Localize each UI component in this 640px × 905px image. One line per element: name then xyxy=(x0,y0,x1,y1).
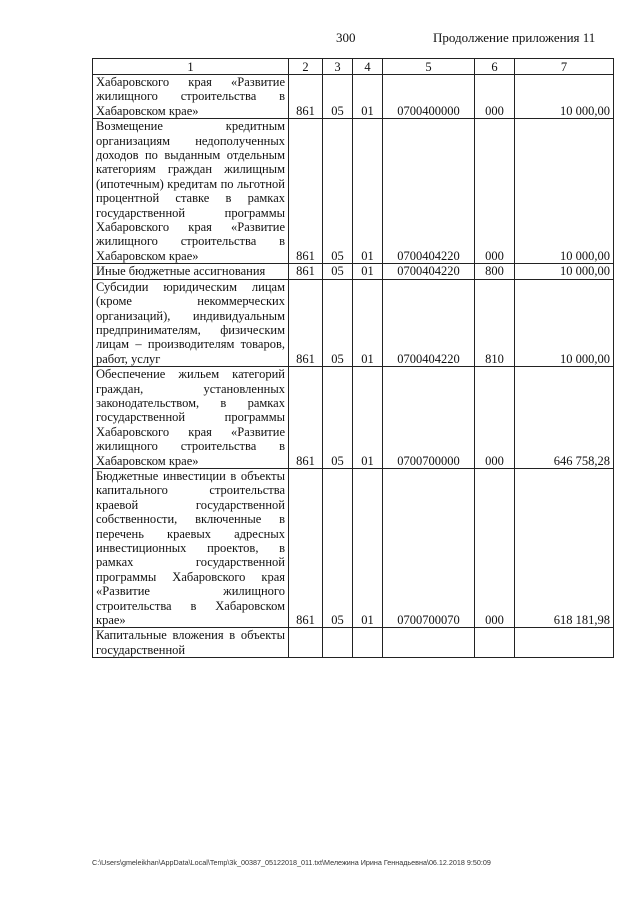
ministry-code: 861 xyxy=(289,367,323,469)
expense-name: Капитальные вложения в объекты государственной xyxy=(93,628,289,658)
amount: 618 181,98 xyxy=(515,468,614,627)
section-code: 05 xyxy=(323,75,353,119)
table-row xyxy=(93,628,614,658)
file-path-footer: C:\Users\gmeleikhan\AppData\Local\Temp\3k_00387_05122018_011.txt\Мележина Ирина Геннадьевна\06.12.2018 9:50:09 xyxy=(92,858,491,867)
column-number: 4 xyxy=(353,59,383,75)
expense-name: Субсидии юридическим лицам (кроме некоммерческих организаций), индивидуальным предпринимателям, физическим лицам – производителям товаров, работ, услуг xyxy=(93,279,289,366)
subsection-code: 01 xyxy=(353,264,383,279)
expense-name: Обеспечение жильем категорий граждан, установленных законодательством, в рамках государственной программы Хабаровского края «Развитие жилищного строительства в Хабаровском крае» xyxy=(93,367,289,469)
table-row xyxy=(93,367,614,469)
amount: 10 000,00 xyxy=(515,279,614,366)
target-item-code: 0700400000 xyxy=(383,75,475,119)
expense-name: Возмещение кредитным организациям недополученных доходов по выданным отдельным категориям граждан жилищным (ипотечным) кредитам по льготной процентной ставке в рамках государственной программы Хабаровского края «Развитие жилищного строительства в Хабаровском крае» xyxy=(93,119,289,264)
expense-type-code: 810 xyxy=(475,279,515,366)
ministry-code xyxy=(289,628,323,658)
column-number: 1 xyxy=(93,59,289,75)
section-code: 05 xyxy=(323,119,353,264)
ministry-code: 861 xyxy=(289,468,323,627)
expense-type-code xyxy=(475,628,515,658)
section-code xyxy=(323,628,353,658)
expense-type-code: 000 xyxy=(475,468,515,627)
target-item-code: 0700404220 xyxy=(383,279,475,366)
column-number: 5 xyxy=(383,59,475,75)
section-code: 05 xyxy=(323,468,353,627)
table-row xyxy=(93,264,614,279)
expense-type-code: 000 xyxy=(475,367,515,469)
target-item-code: 0700700070 xyxy=(383,468,475,627)
target-item-code: 0700404220 xyxy=(383,119,475,264)
expense-type-code: 000 xyxy=(475,119,515,264)
subsection-code: 01 xyxy=(353,468,383,627)
column-number: 3 xyxy=(323,59,353,75)
subsection-code: 01 xyxy=(353,119,383,264)
section-code: 05 xyxy=(323,264,353,279)
expense-name: Иные бюджетные ассигнования xyxy=(93,264,289,279)
ministry-code: 861 xyxy=(289,264,323,279)
amount: 646 758,28 xyxy=(515,367,614,469)
target-item-code xyxy=(383,628,475,658)
amount xyxy=(515,628,614,658)
column-number-row xyxy=(93,59,614,75)
column-number: 7 xyxy=(515,59,614,75)
page-number: 300 xyxy=(336,30,356,45)
expense-type-code: 000 xyxy=(475,75,515,119)
section-code: 05 xyxy=(323,279,353,366)
table-row xyxy=(93,75,614,119)
table-row xyxy=(93,468,614,627)
ministry-code: 861 xyxy=(289,75,323,119)
table-row xyxy=(93,279,614,366)
ministry-code: 861 xyxy=(289,119,323,264)
target-item-code: 0700700000 xyxy=(383,367,475,469)
subsection-code: 01 xyxy=(353,75,383,119)
subsection-code xyxy=(353,628,383,658)
column-number: 2 xyxy=(289,59,323,75)
amount: 10 000,00 xyxy=(515,119,614,264)
expense-name: Бюджетные инвестиции в объекты капитального строительства краевой государственной собственности, включенные в перечень краевых адресных инвестиционных проектов, в рамках государственной программы Хабаровского края «Развитие жилищного строительства в Хабаровском крае» xyxy=(93,468,289,627)
section-code: 05 xyxy=(323,367,353,469)
table-row xyxy=(93,119,614,264)
expense-type-code: 800 xyxy=(475,264,515,279)
ministry-code: 861 xyxy=(289,279,323,366)
target-item-code: 0700404220 xyxy=(383,264,475,279)
column-number: 6 xyxy=(475,59,515,75)
appendix-continuation-label: Продолжение приложения 11 xyxy=(433,30,596,45)
amount: 10 000,00 xyxy=(515,264,614,279)
subsection-code: 01 xyxy=(353,367,383,469)
subsection-code: 01 xyxy=(353,279,383,366)
expense-name: Хабаровского края «Развитие жилищного строительства в Хабаровском крае» xyxy=(93,75,289,119)
budget-table xyxy=(92,58,614,658)
amount: 10 000,00 xyxy=(515,75,614,119)
